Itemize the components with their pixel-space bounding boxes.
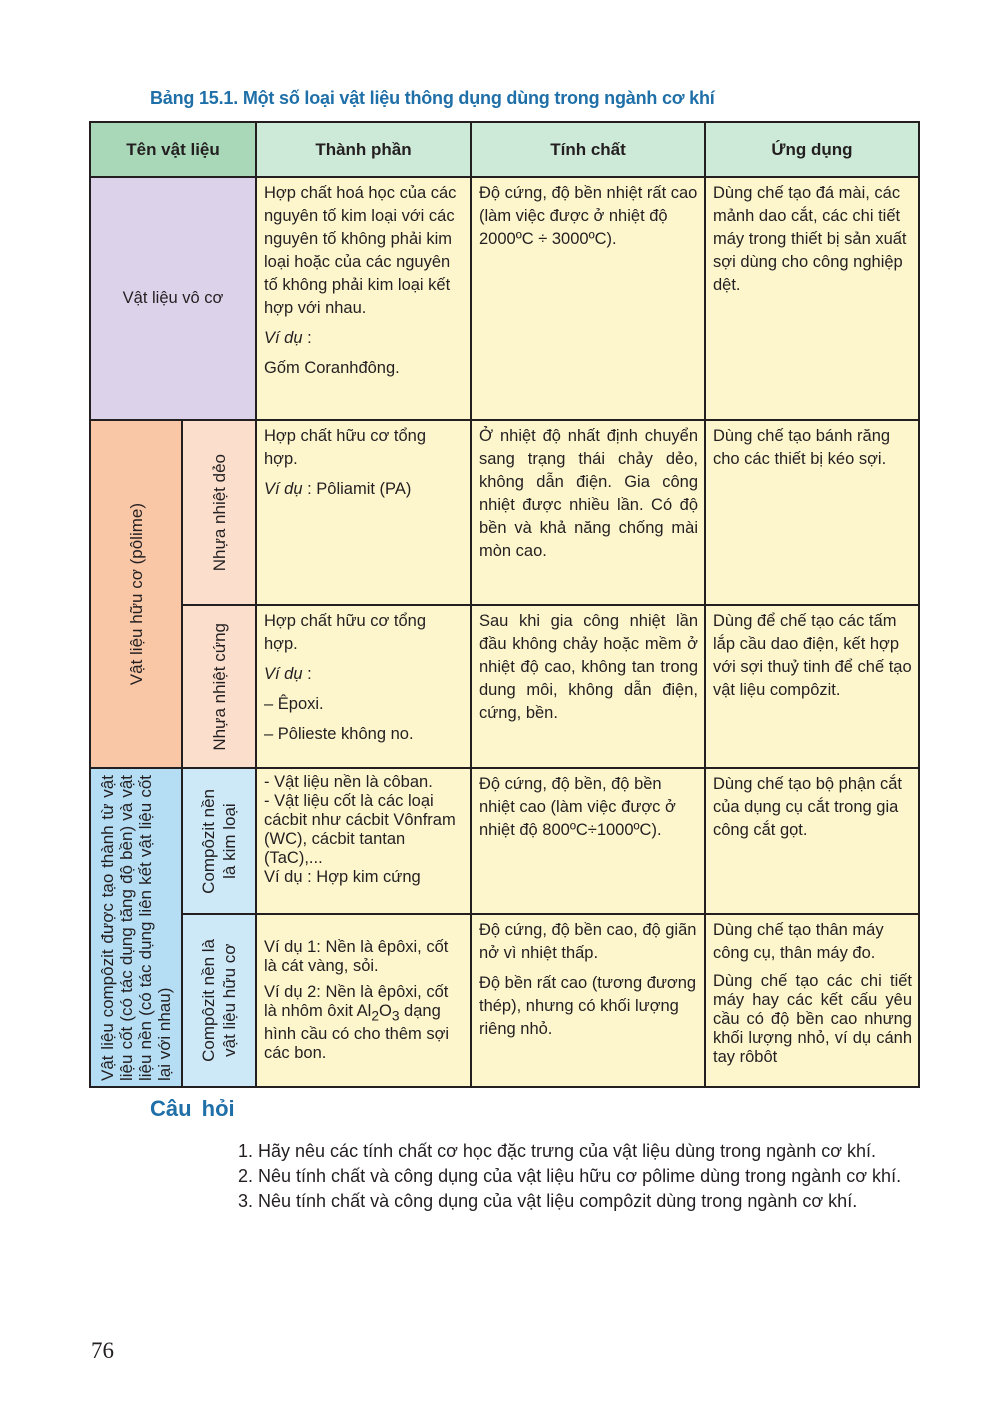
table-row-inorganic xyxy=(90,177,919,420)
example-text: Ví dụ 1: Nền là êpôxi, cốt là cát vàng, sỏi. xyxy=(264,937,449,975)
properties-text: Sau khi gia công nhiệt lần đầu không chảy hoặc mềm ở nhiệt độ cao, không tan trong dung môi, không dẫn điện, cứng, bền. xyxy=(479,612,698,722)
applications-cell xyxy=(705,605,919,768)
properties-text: Ở nhiệt độ nhất định chuyển sang trạng thái chảy dẻo, không dẫn điện. Gia công nhiệt được nhiều lần. Có độ bền và khả năng chống mài mòn cao. xyxy=(479,427,698,560)
example-label: Ví dụ xyxy=(264,480,303,498)
composition-text: - Vật liệu cốt là các loại cácbit như cácbit Vônfram (WC), cácbit tantan (TaC),... xyxy=(264,792,456,867)
example-text-part: dạng hình cầu có cho thêm sợi các bon. xyxy=(264,1001,450,1063)
table-caption: Bảng 15.1. Một số loại vật liệu thông dụng dùng trong ngành cơ khí xyxy=(150,88,715,108)
group-label-polymer xyxy=(90,420,182,768)
applications-cell xyxy=(705,420,919,605)
composition-text: Hợp chất hữu cơ tổng hợp. xyxy=(264,612,427,653)
material-name-thermoplastic xyxy=(182,420,256,605)
composition-text: Hợp chất hoá học của các nguyên tố kim loại với các nguyên tố không phải kim loại hoặc của các nguyên tố không phải kim loại kết hợp với nhau. xyxy=(264,184,457,317)
material-name-organic-matrix xyxy=(182,914,256,1087)
table-row-metal-matrix-composite xyxy=(90,768,919,914)
header-material-name: Tên vật liệu xyxy=(90,122,256,177)
applications-cell xyxy=(705,177,919,420)
properties-cell xyxy=(471,177,705,420)
properties-cell xyxy=(471,420,705,605)
questions-heading: Câu hỏi xyxy=(150,1096,235,1121)
name-line: vật liệu hữu cơ xyxy=(220,943,239,1058)
composition-cell xyxy=(256,768,471,914)
subscript: 3 xyxy=(391,1008,400,1024)
applications-text: Dùng chế tạo thân máy công cụ, thân máy đo. xyxy=(713,921,884,962)
example-text: : Pôliamit (PA) xyxy=(302,480,412,498)
composition-text: - Vật liệu nền là côban. xyxy=(264,773,433,791)
questions-list xyxy=(238,1139,913,1214)
page-number: 76 xyxy=(91,1338,114,1363)
applications-text: Dùng để chế tạo các tấm lắp cầu dao điện, kết hợp với sợi thuỷ tinh để chế tạo vật liệu compôzit. xyxy=(713,612,912,699)
properties-cell xyxy=(471,914,705,1087)
applications-text: Dùng chế tạo bộ phận cắt của dụng cụ cắt trong gia công cắt gọt. xyxy=(713,775,902,839)
properties-text: Độ cứng, độ bền cao, độ giãn nở vì nhiệt thấp. xyxy=(479,921,697,962)
example-colon: : xyxy=(302,329,312,347)
material-name-inorganic xyxy=(90,177,256,420)
materials-table xyxy=(89,121,920,1088)
subscript: 2 xyxy=(371,1008,379,1024)
applications-text: Dùng chế tạo đá mài, các mảnh dao cắt, các chi tiết máy trong thiết bị sản xuất sợi dùng cho công nghiệp dệt. xyxy=(713,184,907,294)
material-name-label xyxy=(198,789,240,894)
material-name-label: Nhựa nhiệt dẻo xyxy=(209,453,229,572)
applications-text: Dùng chế tạo bánh răng cho các thiết bị kéo sợi. xyxy=(713,427,891,468)
question-item: 2. Nêu tính chất và công dụng của vật liệu hữu cơ pôlime dùng trong ngành cơ khí. xyxy=(238,1166,902,1186)
composition-cell xyxy=(256,420,471,605)
material-name-label: Vật liệu vô cơ xyxy=(122,289,224,307)
applications-cell xyxy=(705,914,919,1087)
table-header-row xyxy=(90,122,919,177)
properties-text: Độ cứng, độ bền, độ bền nhiệt cao (làm việc được ở nhiệt độ 800ºC÷1000ºC). xyxy=(479,775,676,839)
example-text xyxy=(264,983,464,1063)
group-label-text: Vật liệu compôzit được tạo thành từ vật liệu cốt (có tác dụng tăng độ bền) và vật liệu nền (có tác dụng liên kết vật liệu cốt lại với nhau) xyxy=(98,774,174,1081)
name-line: Compôzit nền là xyxy=(199,939,218,1062)
table-row-organic-matrix-composite xyxy=(90,914,919,1087)
applications-cell xyxy=(705,768,919,914)
composition-text: Hợp chất hữu cơ tổng hợp. xyxy=(264,427,427,468)
composition-cell xyxy=(256,177,471,420)
group-label-text: Vật liệu hữu cơ (pôlime) xyxy=(126,502,146,686)
material-name-label: Nhựa nhiệt cứng xyxy=(209,622,229,751)
header-applications: Ứng dụng xyxy=(705,122,919,177)
composition-cell xyxy=(256,914,471,1087)
properties-cell xyxy=(471,605,705,768)
example-text-part: O xyxy=(378,1001,392,1020)
table-row-thermoplastic xyxy=(90,420,919,605)
material-name-thermoset xyxy=(182,605,256,768)
example-text: Gốm Coranhđông. xyxy=(264,359,400,377)
example-item: – Pôlieste không no. xyxy=(264,725,414,743)
header-properties: Tính chất xyxy=(471,122,705,177)
question-item: 1. Hãy nêu các tính chất cơ học đặc trưng của vật liệu dùng trong ngành cơ khí. xyxy=(238,1141,877,1161)
header-composition: Thành phần xyxy=(256,122,471,177)
properties-cell xyxy=(471,768,705,914)
applications-text: Dùng chế tạo các chi tiết máy hay các kết cấu yêu cầu có độ bền cao nhưng khối lượng nhỏ, ví dụ cánh tay rôbôt xyxy=(713,972,912,1066)
table-row-thermoset xyxy=(90,605,919,768)
composition-cell xyxy=(256,605,471,768)
material-name-label xyxy=(198,939,240,1062)
example-label: Ví dụ xyxy=(264,329,303,347)
example-colon: : xyxy=(302,665,312,683)
properties-text: Độ cứng, độ bền nhiệt rất cao (làm việc được ở nhiệt độ 2000ºC ÷ 3000ºC). xyxy=(479,184,698,248)
group-label-composite xyxy=(90,768,182,1087)
properties-text: Độ bền rất cao (tương đương thép), nhưng có khối lượng riêng nhỏ. xyxy=(479,974,697,1038)
example-label: Ví dụ xyxy=(264,665,303,683)
composition-text: Ví dụ : Hợp kim cứng xyxy=(264,868,421,886)
question-item: 3. Nêu tính chất và công dụng của vật liệu compôzit dùng trong ngành cơ khí. xyxy=(238,1191,858,1211)
name-line: Compôzit nền xyxy=(199,788,218,894)
name-line: là kim loại xyxy=(220,803,239,879)
example-text-part: Ví dụ 2: Nền là êpôxi, cốt là nhôm ôxit Al xyxy=(264,982,449,1020)
example-item: – Êpoxi. xyxy=(264,695,324,713)
material-name-metal-matrix xyxy=(182,768,256,914)
